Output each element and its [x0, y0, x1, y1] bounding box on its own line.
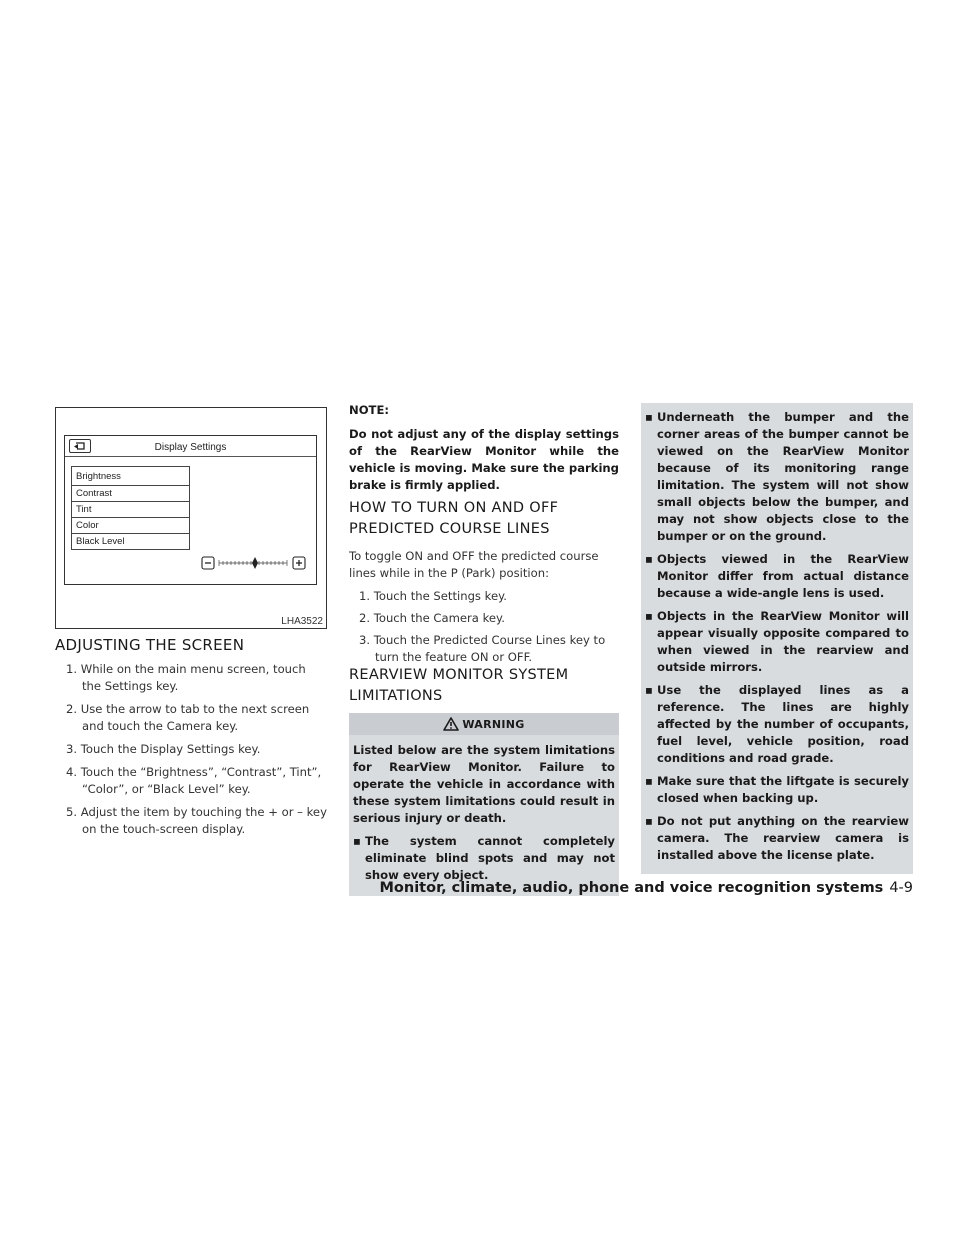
list-item: ▪ Objects viewed in the RearView Monitor differ from actual distance because a wide-angle lens is used. — [645, 552, 909, 600]
warning-box — [349, 713, 619, 896]
warning-text: Listed below are the system limitations for RearView Monitor. Failure to operate the vehicle in accordance with these system limitations could result in serious injury or death. — [353, 743, 615, 825]
list-item: 1. While on the main menu screen, touch the Settings key. — [66, 662, 306, 693]
minus-icon[interactable] — [202, 557, 214, 569]
predicted-heading-1: HOW TO TURN ON AND OFF — [349, 500, 559, 516]
page-number: 4-9 — [889, 880, 913, 896]
predicted-steps — [349, 588, 619, 666]
warning-box-continued — [641, 403, 913, 874]
menu-item-color[interactable]: Color — [71, 518, 190, 534]
warning-header — [349, 713, 619, 735]
list-item: ▪ Objects in the RearView Monitor will appear visually opposite compared to when viewed in the rearview and outside mirrors. — [645, 609, 909, 674]
predicted-heading-2: PREDICTED COURSE LINES — [349, 521, 550, 537]
slider-handle[interactable] — [252, 557, 258, 569]
menu-item-contrast[interactable]: Contrast — [71, 486, 190, 502]
predicted-intro: To toggle ON and OFF the predicted course lines while in the P (Park) position: — [349, 549, 599, 580]
menu-item-tint[interactable]: Tint — [71, 502, 190, 518]
list-item: ▪ Use the displayed lines as a reference. The lines are highly affected by the number of occupants, fuel level, vehicle position, road conditions and road grade. — [645, 683, 909, 765]
note-text: Do not adjust any of the display settings of the RearView Monitor while the vehicle is moving. Make sure the parking brake is firmly applied. — [349, 427, 619, 492]
list-item: 5. Adjust the item by touching the + or – key on the touch-screen display. — [66, 805, 327, 836]
screen-title: Display Settings — [154, 442, 227, 453]
predicted-section — [349, 498, 619, 671]
warning-label: WARNING — [462, 717, 525, 731]
note-block — [349, 403, 619, 494]
plus-icon[interactable] — [293, 557, 305, 569]
note-head: NOTE: — [349, 403, 390, 417]
settings-menu — [71, 466, 190, 550]
screen-divider — [65, 456, 316, 457]
list-item: 1. Touch the Settings key. — [359, 589, 507, 603]
list-item: ▪ Make sure that the liftgate is securely closed when backing up. — [645, 774, 909, 805]
figure-label: LHA3522 — [281, 616, 323, 627]
footer-section-title: Monitor, climate, audio, phone and voice recognition systems — [379, 880, 884, 896]
adjust-steps — [56, 661, 328, 844]
warning-body — [349, 735, 619, 896]
menu-item-black-level[interactable]: Black Level — [71, 534, 190, 550]
warning-triangle-icon — [443, 717, 459, 731]
display-settings-figure — [55, 407, 327, 629]
list-item: ▪ Do not put anything on the rearview camera. The rearview camera is installed above the license plate. — [645, 814, 909, 862]
page-footer — [0, 880, 913, 896]
display-settings-screen — [64, 435, 317, 585]
warning-bullets-col2 — [353, 833, 615, 884]
limitations-heading-1: REARVIEW MONITOR SYSTEM — [349, 667, 569, 683]
list-item: 3. Touch the Display Settings key. — [66, 742, 261, 756]
adjusting-heading: ADJUSTING THE SCREEN — [55, 636, 245, 654]
list-item: 2. Use the arrow to tab to the next screen and touch the Camera key. — [66, 702, 310, 733]
list-item: 4. Touch the “Brightness”, “Contrast”, Tint”, “Color”, or “Black Level” key. — [66, 765, 322, 796]
list-item: ▪ Underneath the bumper and the corner areas of the bumper cannot be viewed on the RearView Monitor because of its monitoring range limitation. The system will not show small objects below the bumper, and may not show objects close to the bumper or on the ground. — [645, 410, 909, 543]
list-item: ▪ The system cannot completely eliminate blind spots and may not show every object. — [353, 834, 615, 882]
limitations-heading-block — [349, 665, 619, 707]
menu-item-brightness[interactable]: Brightness — [71, 466, 190, 486]
adjust-slider[interactable] — [201, 555, 307, 571]
warning-bullets-col3 — [645, 409, 909, 864]
list-item: 3. Touch the Predicted Course Lines key to turn the feature ON or OFF. — [359, 633, 606, 664]
list-item: 2. Touch the Camera key. — [359, 611, 505, 625]
limitations-heading-2: LIMITATIONS — [349, 688, 443, 704]
